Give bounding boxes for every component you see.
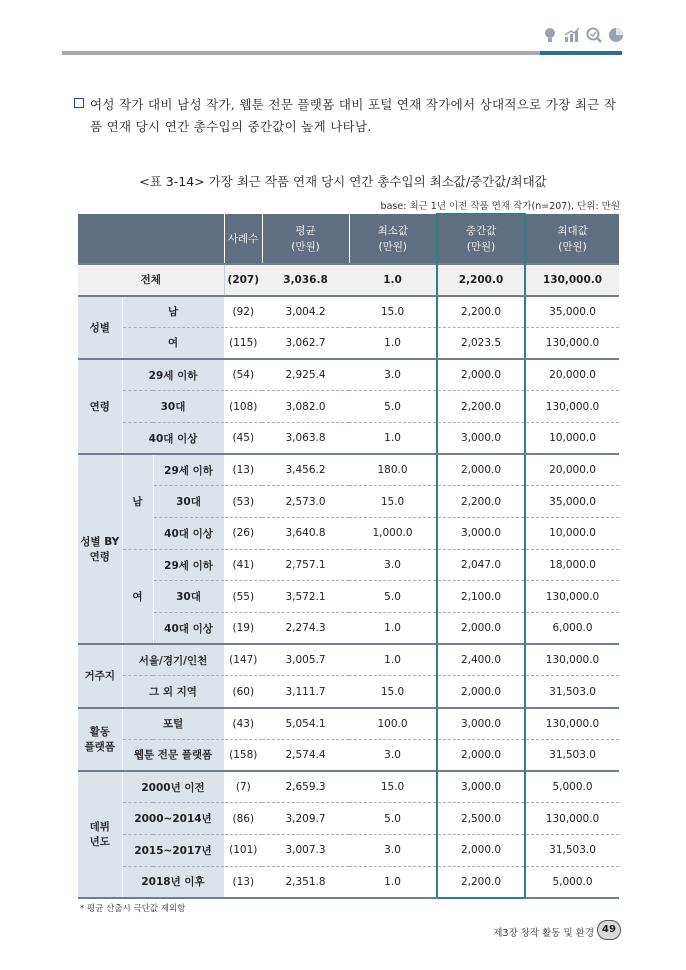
table-row	[78, 486, 619, 518]
cell-min: 1,000.0	[349, 518, 437, 550]
cell-median: 2,200.0	[437, 866, 525, 898]
group-gender-age: 성별 BY 연령	[78, 454, 122, 644]
cell-mean: 3,082.0	[262, 391, 349, 423]
cell-n: (115)	[224, 327, 262, 359]
table-row	[78, 644, 619, 676]
cell-median: 2,047.0	[437, 549, 525, 581]
cell-n: (13)	[224, 866, 262, 898]
group-age: 연령	[78, 359, 122, 454]
cell-min: 1.0	[349, 264, 437, 296]
bullet-square-icon	[74, 98, 84, 108]
group-debut: 데뷔 년도	[78, 771, 122, 898]
header-rule-accent	[540, 51, 622, 55]
footer-chapter: 제3장 창작 활동 및 환경	[493, 928, 594, 939]
cell-n: (13)	[224, 454, 262, 486]
cell-median: 2,400.0	[437, 644, 525, 676]
cell-min: 3.0	[349, 549, 437, 581]
cell-mean: 2,659.3	[262, 771, 349, 803]
cell-max: 130,000.0	[525, 327, 619, 359]
row-label: 서울/경기/인천	[122, 644, 224, 676]
cell-min: 15.0	[349, 771, 437, 803]
table-title: <표 3-14> 가장 최근 작품 연재 당시 연간 총수입의 최소값/중간값/최대값	[139, 174, 547, 189]
cell-mean: 3,004.2	[262, 296, 349, 328]
header-max: 최대값 (만원)	[525, 214, 619, 264]
row-label: 2015~2017년	[122, 834, 224, 866]
table-row	[78, 771, 619, 803]
cell-median: 3,000.0	[437, 518, 525, 550]
cell-median: 2,500.0	[437, 803, 525, 835]
cell-n: (60)	[224, 676, 262, 708]
cell-min: 1.0	[349, 327, 437, 359]
row-label: 전체	[78, 264, 224, 296]
cell-n: (86)	[224, 803, 262, 835]
cell-max: 130,000.0	[525, 391, 619, 423]
table-row	[78, 866, 619, 898]
cell-min: 5.0	[349, 581, 437, 613]
row-label: 40대 이상	[153, 613, 224, 645]
cell-max: 35,000.0	[525, 296, 619, 328]
cell-n: (92)	[224, 296, 262, 328]
cell-max: 5,000.0	[525, 866, 619, 898]
cell-min: 1.0	[349, 866, 437, 898]
subgroup-female: 여	[122, 549, 153, 644]
pie-chart-icon	[607, 26, 625, 44]
header-median: 중간값 (만원)	[437, 214, 525, 264]
table-row	[78, 422, 619, 454]
cell-mean: 3,007.3	[262, 834, 349, 866]
cell-n: (41)	[224, 549, 262, 581]
row-label: 2018년 이후	[122, 866, 224, 898]
group-platform: 활동 플랫폼	[78, 708, 122, 771]
cell-min: 15.0	[349, 676, 437, 708]
row-label: 29세 이하	[153, 454, 224, 486]
group-residence: 거주지	[78, 644, 122, 707]
row-label: 30대	[153, 486, 224, 518]
cell-median: 2,200.0	[437, 486, 525, 518]
cell-mean: 2,925.4	[262, 359, 349, 391]
row-label: 남	[122, 296, 224, 328]
row-label: 29세 이하	[153, 549, 224, 581]
table-row	[78, 708, 619, 740]
cell-max: 31,503.0	[525, 739, 619, 771]
cell-max: 35,000.0	[525, 486, 619, 518]
table-row	[78, 454, 619, 486]
cell-min: 3.0	[349, 739, 437, 771]
growth-chart-icon	[563, 26, 581, 44]
cell-n: (54)	[224, 359, 262, 391]
cell-max: 130,000.0	[525, 581, 619, 613]
cell-mean: 2,573.0	[262, 486, 349, 518]
cell-min: 15.0	[349, 486, 437, 518]
cell-mean: 3,111.7	[262, 676, 349, 708]
cell-n: (45)	[224, 422, 262, 454]
cell-median: 2,000.0	[437, 613, 525, 645]
cell-median: 3,000.0	[437, 708, 525, 740]
cell-max: 10,000.0	[525, 518, 619, 550]
cell-median: 2,200.0	[437, 296, 525, 328]
footnote: * 평균 산출시 극단값 제외함	[80, 904, 186, 914]
table-row	[78, 834, 619, 866]
cell-min: 1.0	[349, 613, 437, 645]
table-row	[78, 518, 619, 550]
cell-mean: 3,572.1	[262, 581, 349, 613]
cell-n: (19)	[224, 613, 262, 645]
cell-n: (108)	[224, 391, 262, 423]
cell-max: 18,000.0	[525, 549, 619, 581]
cell-median: 3,000.0	[437, 422, 525, 454]
row-label: 30대	[153, 581, 224, 613]
intro-paragraph: 여성 작가 대비 남성 작가, 웹툰 전문 플랫폼 대비 포털 연재 작가에서 상대적으로 가장 최근 작품 연재 당시 연간 총수입의 중간값이 높게 나타남.	[90, 97, 617, 134]
cell-min: 15.0	[349, 296, 437, 328]
header-mean: 평균 (만원)	[262, 214, 349, 264]
cell-min: 1.0	[349, 422, 437, 454]
cell-mean: 2,757.1	[262, 549, 349, 581]
row-label: 30대	[122, 391, 224, 423]
cell-max: 6,000.0	[525, 613, 619, 645]
cell-n: (43)	[224, 708, 262, 740]
cell-median: 2,000.0	[437, 676, 525, 708]
table-row	[78, 613, 619, 645]
table-header-row	[78, 214, 619, 264]
page-number: 49	[597, 920, 621, 940]
magnifier-check-icon	[585, 26, 603, 44]
cell-mean: 3,005.7	[262, 644, 349, 676]
income-table	[78, 213, 619, 899]
cell-max: 130,000.0	[525, 708, 619, 740]
table-row	[78, 803, 619, 835]
cell-median: 2,200.0	[437, 264, 525, 296]
cell-mean: 2,574.4	[262, 739, 349, 771]
table-base-note: base: 최근 1년 이전 작품 연재 작가(n=207), 단위: 만원	[380, 201, 620, 212]
row-label: 29세 이하	[122, 359, 224, 391]
cell-min: 180.0	[349, 454, 437, 486]
cell-median: 2,000.0	[437, 454, 525, 486]
header-n: 사례수	[224, 214, 262, 264]
cell-median: 2,000.0	[437, 359, 525, 391]
cell-n: (207)	[224, 264, 262, 296]
cell-mean: 3,062.7	[262, 327, 349, 359]
cell-n: (158)	[224, 739, 262, 771]
row-label: 웹툰 전문 플랫폼	[122, 739, 224, 771]
cell-mean: 3,209.7	[262, 803, 349, 835]
cell-n: (101)	[224, 834, 262, 866]
table-row	[78, 581, 619, 613]
table-row	[78, 296, 619, 328]
table-row-total	[78, 264, 619, 296]
cell-mean: 3,063.8	[262, 422, 349, 454]
cell-n: (55)	[224, 581, 262, 613]
cell-max: 20,000.0	[525, 454, 619, 486]
cell-max: 130,000.0	[525, 264, 619, 296]
header-corner	[78, 214, 224, 264]
table-row	[78, 549, 619, 581]
row-label: 2000~2014년	[122, 803, 224, 835]
table-row	[78, 739, 619, 771]
cell-mean: 3,036.8	[262, 264, 349, 296]
cell-n: (7)	[224, 771, 262, 803]
lightbulb-icon	[541, 26, 559, 44]
cell-max: 31,503.0	[525, 676, 619, 708]
cell-mean: 3,640.8	[262, 518, 349, 550]
table-row	[78, 391, 619, 423]
header-min: 최소값 (만원)	[349, 214, 437, 264]
cell-min: 1.0	[349, 644, 437, 676]
cell-mean: 5,054.1	[262, 708, 349, 740]
cell-min: 100.0	[349, 708, 437, 740]
cell-min: 5.0	[349, 391, 437, 423]
cell-max: 5,000.0	[525, 771, 619, 803]
table-row	[78, 359, 619, 391]
cell-min: 3.0	[349, 359, 437, 391]
cell-median: 2,100.0	[437, 581, 525, 613]
row-label: 여	[122, 327, 224, 359]
row-label: 2000년 이전	[122, 771, 224, 803]
cell-median: 2,000.0	[437, 834, 525, 866]
cell-max: 20,000.0	[525, 359, 619, 391]
header-icons	[541, 26, 625, 44]
cell-max: 10,000.0	[525, 422, 619, 454]
cell-n: (26)	[224, 518, 262, 550]
cell-n: (147)	[224, 644, 262, 676]
cell-max: 130,000.0	[525, 644, 619, 676]
cell-n: (53)	[224, 486, 262, 518]
cell-max: 31,503.0	[525, 834, 619, 866]
cell-median: 3,000.0	[437, 771, 525, 803]
cell-max: 130,000.0	[525, 803, 619, 835]
row-label: 40대 이상	[153, 518, 224, 550]
header-rule	[62, 51, 622, 55]
cell-min: 5.0	[349, 803, 437, 835]
cell-min: 3.0	[349, 834, 437, 866]
cell-mean: 2,351.8	[262, 866, 349, 898]
group-gender: 성별	[78, 296, 122, 359]
cell-median: 2,023.5	[437, 327, 525, 359]
cell-median: 2,200.0	[437, 391, 525, 423]
subgroup-male: 남	[122, 454, 153, 549]
cell-median: 2,000.0	[437, 739, 525, 771]
table-row	[78, 676, 619, 708]
cell-mean: 3,456.2	[262, 454, 349, 486]
row-label: 그 외 지역	[122, 676, 224, 708]
cell-mean: 2,274.3	[262, 613, 349, 645]
row-label: 포털	[122, 708, 224, 740]
row-label: 40대 이상	[122, 422, 224, 454]
table-row	[78, 327, 619, 359]
